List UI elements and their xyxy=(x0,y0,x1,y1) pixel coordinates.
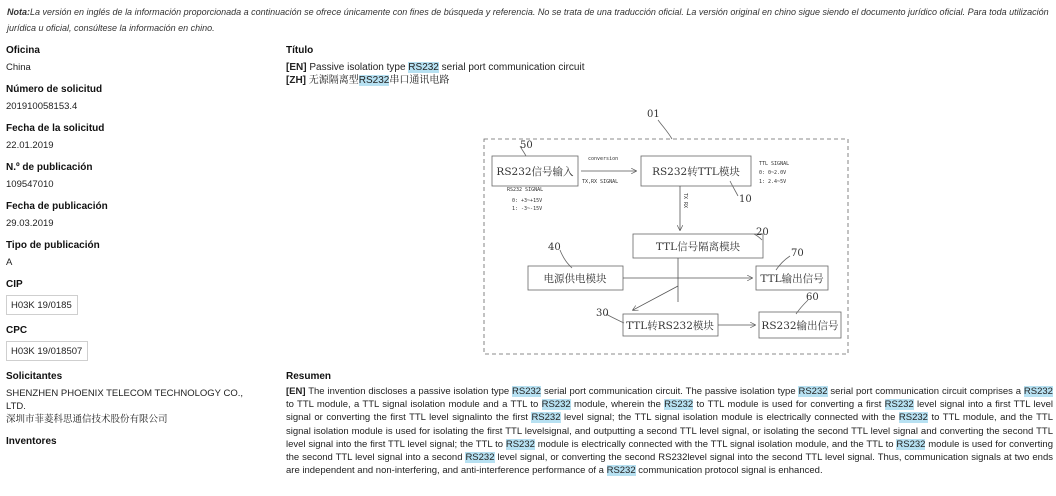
publication-date-label: Fecha de publicación xyxy=(6,201,108,212)
label-vertical-signal: TX RX xyxy=(682,193,688,209)
application-number-value: 201910058153.4 xyxy=(6,101,78,112)
ref-10: 10 xyxy=(739,194,752,205)
abstract-label: Resumen xyxy=(286,371,332,382)
ref-40: 40 xyxy=(548,242,561,253)
abstract-segment: to TTL module, a TTL signal isolation module and a TTL to xyxy=(286,399,542,411)
ref-20: 20 xyxy=(756,227,769,238)
abstract-highlight: RS232 xyxy=(465,452,495,464)
publication-number-label: N.º de publicación xyxy=(6,162,93,173)
abstract-text xyxy=(286,385,1053,477)
label-rs232-output: RS232输出信号 xyxy=(761,320,839,332)
title-en-highlight: RS232 xyxy=(408,62,439,73)
abstract-segment: module is electrically connected with the TTL signal isolation module, and the TTL to xyxy=(534,438,897,450)
label-ttl-to-rs232: TTL转RS232模块 xyxy=(626,320,714,332)
title-zh-prefix: [ZH] xyxy=(286,75,306,86)
disclaimer-note xyxy=(7,4,1052,36)
label-tx-rx: TX,RX SIGNAL xyxy=(582,179,619,185)
application-date-label: Fecha de la solicitud xyxy=(6,123,105,134)
office-label: Oficina xyxy=(6,45,40,56)
cpc-tag[interactable]: H03K 19/018507 xyxy=(6,341,88,361)
label-rs232-0: 0: +3~+15V xyxy=(512,198,543,204)
title-zh-after: 串口通讯电路 xyxy=(389,75,450,86)
title-zh xyxy=(286,74,1053,87)
applicant-name-en: SHENZHEN PHOENIX TELECOM TECHNOLOGY CO., LTD. xyxy=(6,388,244,412)
label-power: 电源供电模块 xyxy=(543,273,607,285)
metadata-panel xyxy=(6,44,256,458)
leader-70 xyxy=(776,256,790,270)
abstract-highlight: RS232 xyxy=(531,412,561,424)
label-rs232-input: RS232信号输入 xyxy=(496,166,574,178)
abstract-section xyxy=(286,370,1053,477)
publication-type-value: A xyxy=(6,257,13,268)
abstract-highlight: RS232 xyxy=(898,412,928,424)
label-ttl-output: TTL输出信号 xyxy=(760,273,824,285)
field-office xyxy=(6,44,256,74)
abstract-highlight: RS232 xyxy=(884,399,914,411)
note-text: La versión en inglés de la información proporcionada a continuación se ofrece únicamente con fines de búsqueda y referencia. No se trata de una traducción oficial. La versión original en chino sigue siendo el documento jurídico oficial. Para toda utilización jurídica u oficial, consúltese la información en chino. xyxy=(7,7,1049,33)
leader-01 xyxy=(658,120,672,139)
abstract-segment: module is used for converting the second TTL level signal into a second xyxy=(286,438,1053,464)
publication-date-value: 29.03.2019 xyxy=(6,218,54,229)
abstract-highlight: RS232 xyxy=(512,386,542,397)
abstract-segment: level signal, or converting the second RS232level signal into the second TTL level signal. Thus, communication signals at two ends are independent and non-interfering, and anti-interference performance of a xyxy=(286,452,1053,477)
abstract-prefix: [EN] xyxy=(286,386,306,397)
application-date-value: 22.01.2019 xyxy=(6,140,54,151)
patent-drawing[interactable] xyxy=(478,104,863,359)
abstract-segment: level signal; the TTL signal isolation module is electrically connected with the xyxy=(560,412,899,424)
abstract-segment: level signal into a first TTL level signal or converting the first TTL level signalinto the first xyxy=(286,399,1053,424)
abstract-highlight: RS232 xyxy=(505,438,535,450)
label-rs232-signal: RS232 SIGNAL xyxy=(507,187,544,193)
note-label: Nota: xyxy=(7,7,30,17)
applicant-name-zh: 深圳市菲菱科思通信技术股份有限公司 xyxy=(6,414,168,425)
ref-60: 60 xyxy=(806,292,819,303)
label-ttl-signal: TTL SIGNAL xyxy=(759,161,790,167)
abstract-segment: module, wherein the xyxy=(570,399,665,411)
ipc-label: CIP xyxy=(6,279,23,290)
abstract-segment: communication protocol signal is enhanced. xyxy=(635,465,823,477)
abstract-segment: to TTL module, and the TTL signal isolation module is used for isolating the first TTL levelsignal, and outputting a second TTL level signal, or isolating the second TTL level signal and converting the second TTL level signal into the first TTL level signal; the TTL to xyxy=(286,412,1053,450)
leader-40 xyxy=(560,250,572,268)
label-ttl-1: 1: 2.4~5V xyxy=(759,179,787,185)
title-section xyxy=(286,44,1053,87)
ref-50: 50 xyxy=(520,140,533,151)
application-number-label: Número de solicitud xyxy=(6,84,103,95)
publication-type-label: Tipo de publicación xyxy=(6,240,100,251)
field-applicants xyxy=(6,370,256,426)
field-application-date xyxy=(6,122,256,152)
title-zh-before: 无源隔离型 xyxy=(308,75,359,86)
title-en xyxy=(286,61,1053,74)
abstract-highlight: RS232 xyxy=(896,438,926,450)
cpc-label: CPC xyxy=(6,325,28,336)
label-rs232-to-ttl: RS232转TTL模块 xyxy=(652,166,740,178)
applicants-label: Solicitantes xyxy=(6,371,63,382)
title-en-after: serial port communication circuit xyxy=(438,62,585,73)
office-value: China xyxy=(6,62,31,73)
ipc-tag[interactable]: H03K 19/0185 xyxy=(6,295,78,315)
abstract-highlight: RS232 xyxy=(798,386,828,397)
field-publication-number xyxy=(6,161,256,191)
abstract-highlight: RS232 xyxy=(606,465,636,477)
field-cpc xyxy=(6,324,256,361)
arrow-to-ttl-to-rs232 xyxy=(633,286,678,310)
ref-01: 01 xyxy=(647,109,660,120)
title-en-prefix: [EN] xyxy=(286,62,307,73)
label-ttl-0: 0: 0~2.0V xyxy=(759,170,787,176)
title-label: Título xyxy=(286,45,314,56)
abstract-highlight: RS232 xyxy=(664,399,694,411)
field-application-number xyxy=(6,83,256,113)
publication-number-value: 109547010 xyxy=(6,179,54,190)
abstract-segment: to TTL module is used for converting a first xyxy=(693,399,885,411)
label-rs232-1: 1: -3~-15V xyxy=(512,206,543,212)
field-ipc xyxy=(6,278,256,315)
abstract-segment: serial port communication circuit comprises a xyxy=(827,386,1024,397)
inventors-label: Inventores xyxy=(6,436,57,447)
abstract-highlight: RS232 xyxy=(541,399,571,411)
ref-70: 70 xyxy=(791,248,804,259)
title-en-before: Passive isolation type xyxy=(309,62,409,73)
field-inventors xyxy=(6,435,256,449)
ref-30: 30 xyxy=(596,308,609,319)
field-publication-date xyxy=(6,200,256,230)
field-publication-type xyxy=(6,239,256,269)
label-conversion: conversion xyxy=(588,156,619,162)
title-zh-highlight: RS232 xyxy=(358,75,390,86)
abstract-highlight: RS232 xyxy=(1023,386,1053,397)
abstract-segment: serial port communication circuit. The passive isolation type xyxy=(541,386,799,397)
label-ttl-isolation: TTL信号隔离模块 xyxy=(655,241,741,253)
leader-10 xyxy=(730,181,738,196)
abstract-segment: The invention discloses a passive isolation type xyxy=(305,386,513,397)
